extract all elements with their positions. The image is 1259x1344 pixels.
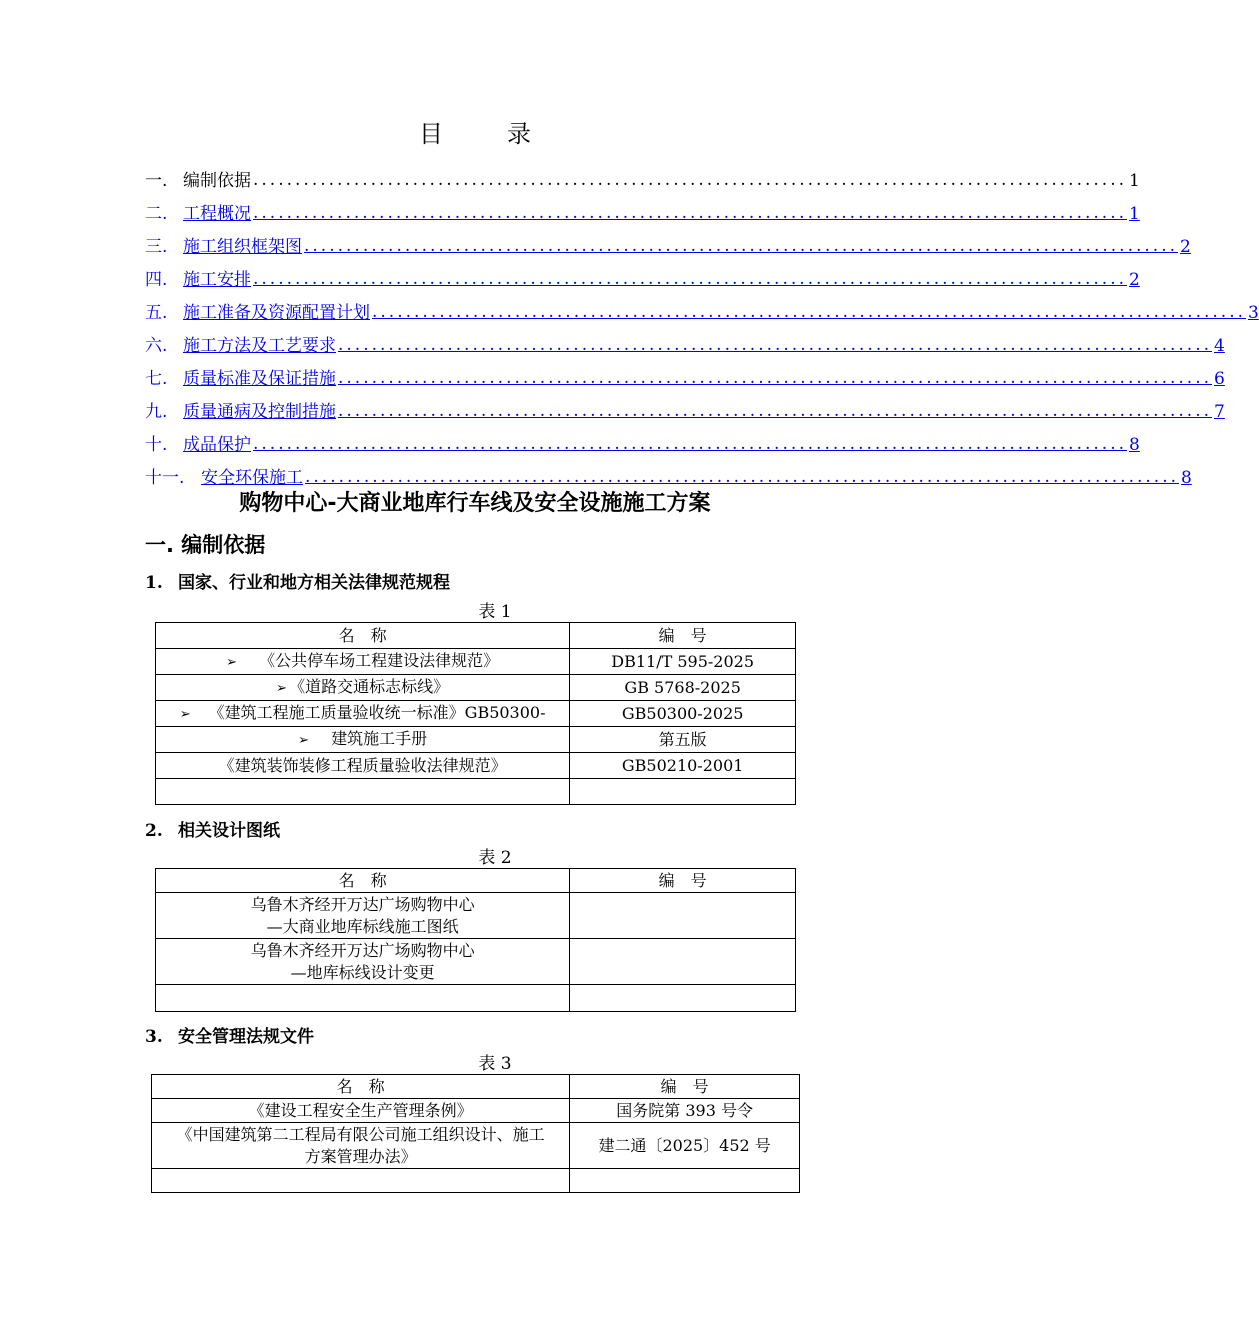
table-row-empty — [152, 1169, 800, 1193]
toc-link[interactable]: 五. 施工准备及资源配置计划 ........................................................................................................ 3 — [145, 302, 1259, 323]
table-caption: 表 3 — [478, 1054, 512, 1074]
header-code: 编 号 — [570, 869, 796, 893]
table-caption: 表 1 — [478, 602, 512, 622]
table-header-row — [156, 623, 796, 649]
bullet-arrow-icon: ➢ — [226, 654, 238, 670]
drawings-table — [155, 868, 796, 1012]
toc-link[interactable]: 七. 质量标准及保证措施 ........................................................................................................ 6 — [145, 368, 1225, 389]
bullet-arrow-icon: ➢ — [179, 706, 191, 722]
bullet-arrow-icon: ➢ — [276, 680, 288, 696]
section-heading: 一. 编制依据 — [145, 533, 266, 557]
toc-link[interactable]: 二. 工程概况 ........................................................................................................ 1 — [145, 203, 1140, 224]
toc-link[interactable]: 四. 施工安排 ........................................................................................................ 2 — [145, 269, 1140, 290]
bullet-arrow-icon: ➢ — [298, 732, 310, 748]
table-row: 《建筑装饰装修工程质量验收法律规范》 GB50210-2001 — [156, 753, 796, 779]
table-row: ➢ 建筑施工手册 第五版 — [156, 727, 796, 753]
table-caption: 表 2 — [478, 848, 512, 868]
toc-entry[interactable]: 一. 编制依据 ........................................................................................................ 1 — [145, 170, 1140, 191]
standards-table — [155, 622, 796, 805]
toc-link[interactable]: 三. 施工组织框架图 ........................................................................................................ 2 — [145, 236, 1191, 257]
toc-link[interactable]: 十. 成品保护 ........................................................................................................ 8 — [145, 434, 1140, 455]
toc-link[interactable]: 十一. 安全环保施工 ........................................................................................................ 8 — [145, 467, 1192, 488]
table-row: 乌鲁木齐经开万达广场购物中心 —地库标线设计变更 — [156, 939, 796, 985]
table-row: 乌鲁木齐经开万达广场购物中心 —大商业地库标线施工图纸 — [156, 893, 796, 939]
table-row: ➢ 《道路交通标志标线》 GB 5768-2025 — [156, 675, 796, 701]
document-title: 购物中心-大商业地库行车线及安全设施施工方案 — [239, 491, 711, 516]
subsection-heading: 3. 安全管理法规文件 — [145, 1027, 314, 1047]
table-row-empty — [156, 779, 796, 805]
header-code: 编 号 — [570, 1075, 800, 1099]
table-header-row — [152, 1075, 800, 1099]
header-name: 名 称 — [156, 869, 570, 893]
subsection-heading: 2. 相关设计图纸 — [145, 821, 280, 841]
table-header-row — [156, 869, 796, 893]
toc-link[interactable]: 九. 质量通病及控制措施 ........................................................................................................ 7 — [145, 401, 1225, 422]
header-code: 编 号 — [570, 623, 796, 649]
safety-regulations-table — [151, 1074, 800, 1193]
table-row: ➢ 《建筑工程施工质量验收统一标准》GB50300- GB50300-2025 — [156, 701, 796, 727]
table-row: ➢ 《公共停车场工程建设法律规范》 DB11/T 595-2025 — [156, 649, 796, 675]
table-row: 《中国建筑第二工程局有限公司施工组织设计、施工 方案管理办法》 建二通〔2025〕452 号 — [152, 1123, 800, 1169]
header-name: 名 称 — [152, 1075, 570, 1099]
toc-link[interactable]: 六. 施工方法及工艺要求 ........................................................................................................ 4 — [145, 335, 1225, 356]
toc-title: 目 录 — [419, 120, 531, 148]
table-row-empty — [156, 985, 796, 1012]
table-row: 《建设工程安全生产管理条例》 国务院第 393 号令 — [152, 1099, 800, 1123]
header-name: 名 称 — [156, 623, 570, 649]
table-of-contents — [145, 158, 1259, 488]
subsection-heading: 1. 国家、行业和地方相关法律规范规程 — [145, 573, 450, 593]
